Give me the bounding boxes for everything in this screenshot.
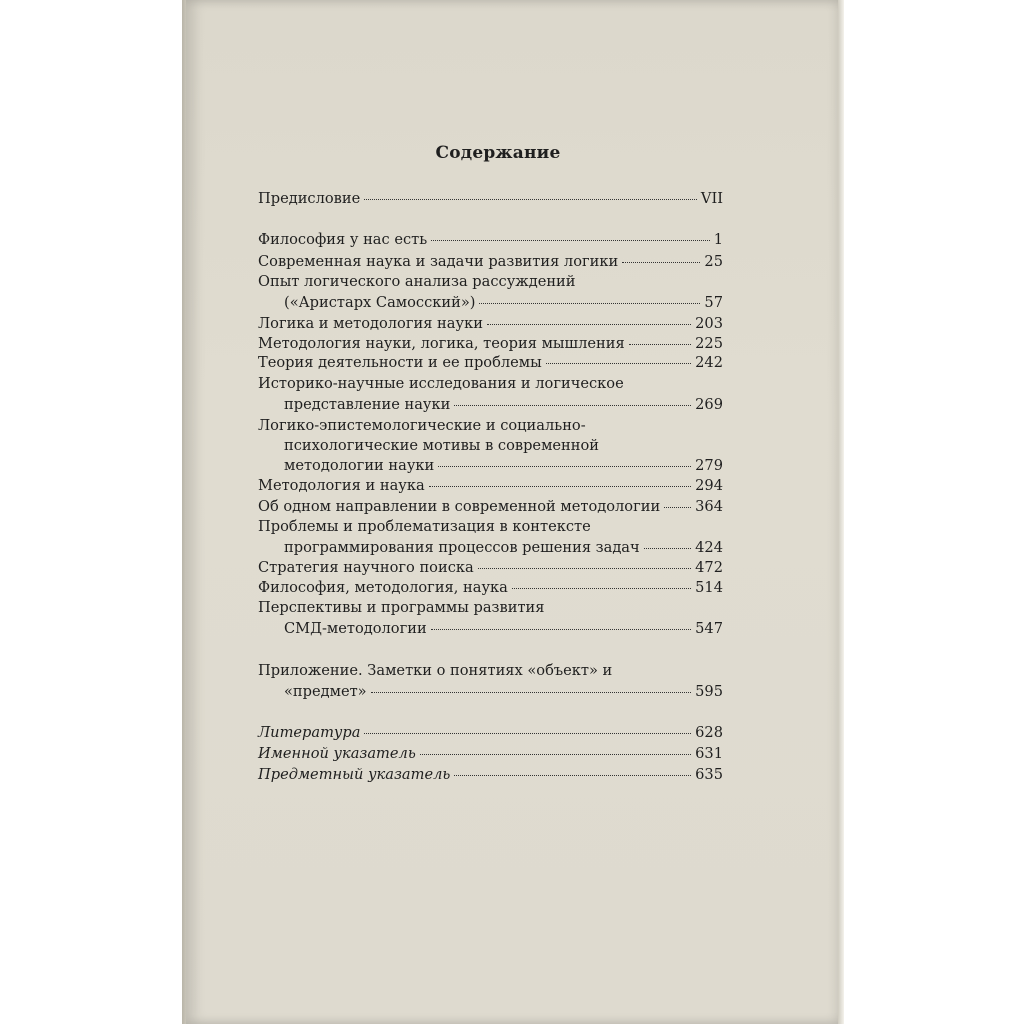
toc-entry: [258, 558, 723, 578]
entry-page: 203: [695, 315, 723, 332]
entry-line: Проблемы и проблематизация в контексте: [258, 518, 591, 535]
entry-label: программирования процессов решения задач: [284, 539, 640, 556]
dot-leader: [371, 691, 692, 693]
dot-leader: [479, 302, 700, 304]
toc-entry: [284, 456, 723, 476]
dot-leader: [438, 465, 691, 467]
entry-label: Именной указатель: [258, 745, 416, 762]
entry-label: Предметный указатель: [258, 766, 451, 783]
entry-page: 424: [695, 539, 723, 556]
dot-leader: [429, 485, 691, 487]
entry-label: Стратегия научного поиска: [258, 559, 474, 576]
toc-entry-literature: [258, 723, 723, 743]
entry-page: 279: [695, 457, 723, 474]
toc-entry: [284, 538, 723, 558]
entry-label: «предмет»: [284, 683, 367, 700]
dot-leader: [664, 506, 691, 508]
dot-leader: [487, 323, 691, 325]
entry-page: 631: [695, 745, 723, 762]
entry-page: 1: [713, 231, 723, 248]
entry-page: 364: [695, 498, 723, 515]
entry-label: Теория деятельности и ее проблемы: [258, 354, 542, 371]
entry-label: Методология и наука: [258, 477, 425, 494]
dot-leader: [420, 753, 691, 755]
dot-leader: [622, 261, 700, 263]
toc-entry-name-index: [258, 744, 723, 764]
toc-entry-subject-index: [258, 765, 723, 785]
toc-entry: [258, 230, 723, 250]
toc-entry: [258, 353, 723, 373]
entry-line: Опыт логического анализа рассуждений: [258, 273, 576, 290]
dot-leader: [512, 587, 691, 589]
entry-line: Историко-научные исследования и логическое: [258, 375, 624, 392]
entry-page: 472: [695, 559, 723, 576]
entry-label: методологии науки: [284, 457, 435, 474]
dot-leader: [629, 343, 691, 345]
entry-page: 225: [695, 335, 723, 352]
toc-entry: [258, 497, 723, 517]
dot-leader: [454, 404, 691, 406]
entry-page: 57: [704, 294, 723, 311]
entry-page: 242: [695, 354, 723, 371]
entry-label: СМД-методологии: [284, 620, 427, 637]
entry-label: Логика и методология науки: [258, 315, 483, 332]
dot-leader: [431, 628, 691, 630]
toc-entry-appendix: [284, 682, 723, 702]
entry-page: 294: [695, 477, 723, 494]
entry-page: 269: [695, 396, 723, 413]
toc-entry: [258, 252, 723, 272]
entry-label: Философия у нас есть: [258, 231, 428, 248]
entry-label: («Аристарх Самосский»): [284, 294, 476, 311]
dot-leader: [454, 774, 691, 776]
toc-entry: [284, 619, 723, 639]
entry-page: 25: [704, 253, 723, 270]
entry-label: Литература: [258, 724, 361, 741]
entry-label: Предисловие: [258, 190, 361, 207]
entry-line: Приложение. Заметки о понятиях «объект» и: [258, 662, 613, 679]
dot-leader: [546, 362, 691, 364]
toc-entry-preface: [258, 189, 723, 209]
entry-line: Перспективы и программы развития: [258, 599, 545, 616]
entry-page: 628: [695, 724, 723, 741]
entry-page: 547: [695, 620, 723, 637]
toc-entry: [258, 476, 723, 496]
entry-page: 514: [695, 579, 723, 596]
toc-entry: [284, 395, 723, 415]
entry-label: Современная наука и задачи развития логики: [258, 253, 619, 270]
entry-page: 595: [695, 683, 723, 700]
page-edge: [838, 0, 844, 1024]
toc-entry: [258, 334, 723, 354]
dot-leader: [478, 567, 691, 569]
entry-label: Методология науки, логика, теория мышления: [258, 335, 625, 352]
toc-entry: [284, 293, 723, 313]
toc-entry: [258, 578, 723, 598]
toc-entry: [258, 314, 723, 334]
entry-page: 635: [695, 766, 723, 783]
entry-label: Об одном направлении в современной методологии: [258, 498, 661, 515]
entry-page: VII: [700, 190, 723, 207]
entry-label: представление науки: [284, 396, 451, 413]
dot-leader: [364, 198, 697, 200]
entry-line: Логико-эпистемологические и социально-: [258, 417, 586, 434]
dot-leader: [431, 239, 710, 241]
dot-leader: [364, 732, 691, 734]
dot-leader: [644, 547, 691, 549]
entry-label: Философия, методология, наука: [258, 579, 508, 596]
entry-line: психологические мотивы в современной: [284, 437, 600, 454]
toc-title: Содержание: [435, 143, 561, 163]
